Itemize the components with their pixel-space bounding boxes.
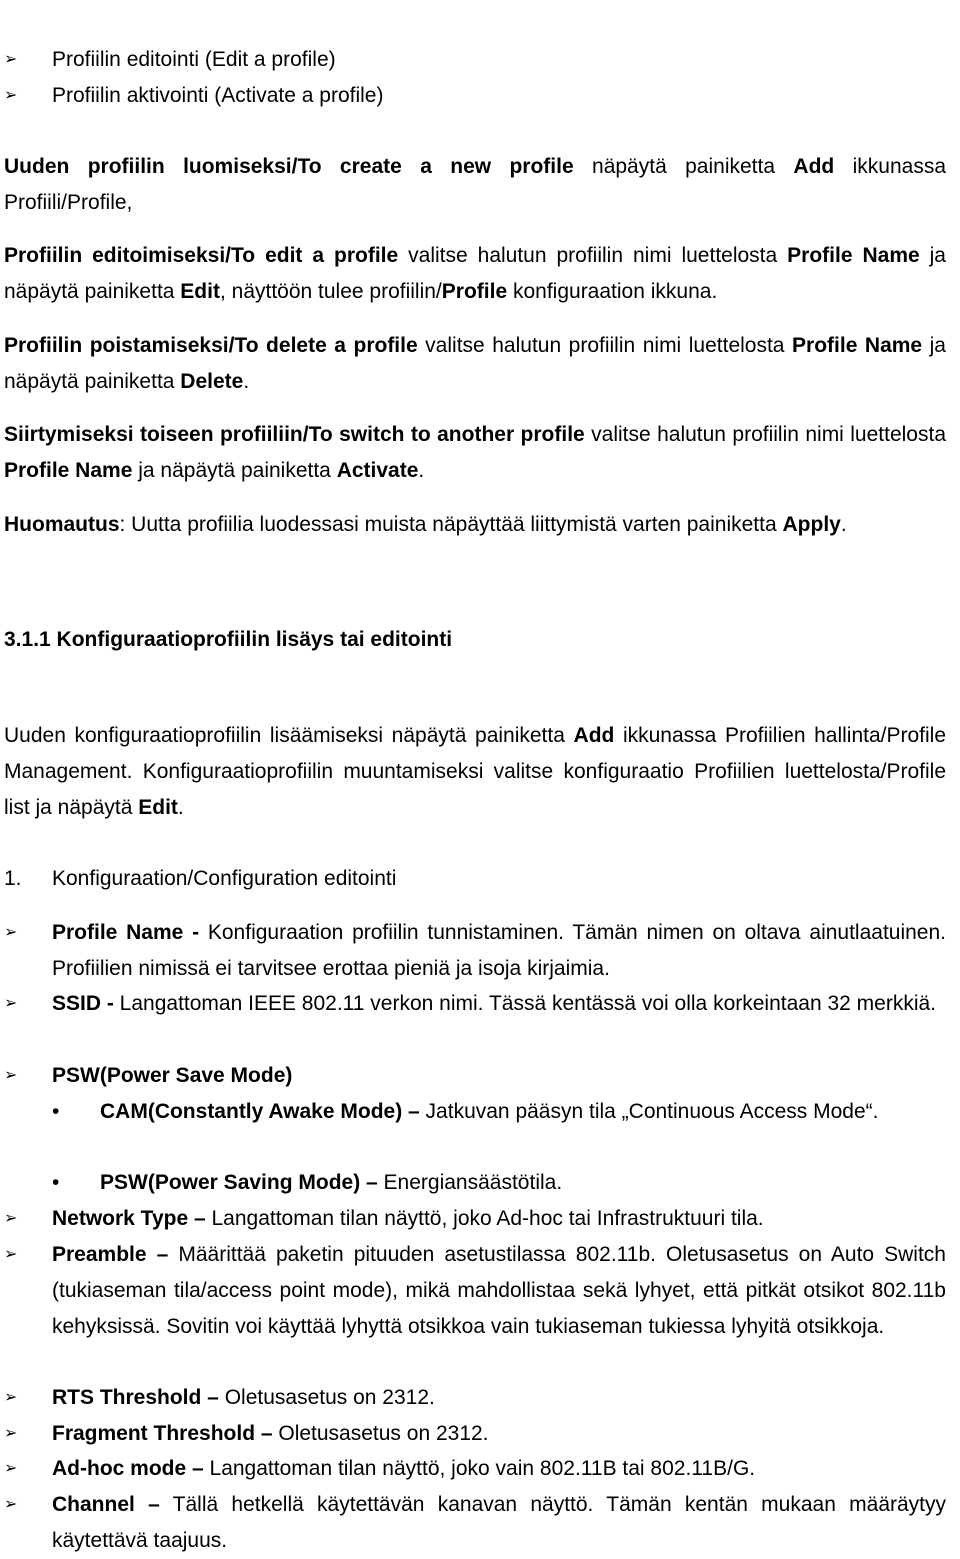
list-item-adhoc-mode: ➢ Ad-hoc mode – Langattoman tilan näyttö, joko vain 802.11B tai 802.11B/G. [4, 1451, 946, 1487]
arrow-bullet-icon: ➢ [4, 1460, 18, 1477]
arrow-bullet-icon: ➢ [4, 1425, 18, 1442]
sub-item-psw-saving: • PSW(Power Saving Mode) – Energiansäästötila. [52, 1165, 946, 1201]
arrow-bullet-icon: ➢ [4, 1210, 18, 1227]
dot-bullet-icon: • [52, 1100, 60, 1123]
list-item: ➢ Profiilin aktivointi (Activate a profile) [4, 78, 946, 114]
arrow-bullet-icon: ➢ [4, 1067, 18, 1084]
paragraph-note: Huomautus: Uutta profiilia luodessasi muista näpäyttää liittymistä varten painiketta Apply. [4, 513, 847, 536]
paragraph-config-profile: Uuden konfiguraatioprofiilin lisäämiseksi näpäytä painiketta Add ikkunassa Profiilien hallinta/Profile Management. Konfiguraatioprofiilin muuntamiseksi valitse konfiguraatio Profiilien luettelosta/Profile list ja näpäytä Edit. [4, 724, 947, 819]
arrow-bullet-icon: ➢ [4, 87, 18, 104]
arrow-bullet-icon: ➢ [4, 1389, 18, 1406]
list-item-ssid: ➢ SSID - Langattoman IEEE 802.11 verkon nimi. Tässä kentässä voi olla korkeintaan 32 merkkiä. [4, 986, 946, 1022]
list-item-psw: ➢ PSW(Power Save Mode) [4, 1058, 946, 1094]
arrow-bullet-icon: ➢ [4, 51, 18, 68]
list-item-network-type: ➢ Network Type – Langattoman tilan näyttö, joko Ad-hoc tai Infrastruktuuri tila. [4, 1201, 946, 1237]
sub-item-cam: • CAM(Constantly Awake Mode) – Jatkuvan pääsyn tila „Continuous Access Mode“. [52, 1094, 946, 1130]
arrow-bullet-icon: ➢ [4, 1246, 18, 1263]
list-item: ➢ Profiilin editointi (Edit a profile) [4, 42, 946, 78]
list-item-channel: ➢ Channel – Tällä hetkellä käytettävän kanavan näyttö. Tämän kentän mukaan määräytyy käytettävä taajuus. [4, 1487, 946, 1559]
paragraph-create-profile: Uuden profiilin luomiseksi/To create a new profile näpäytä painiketta Add ikkunassa Profiili/Profile, [4, 155, 946, 214]
section-heading: 3.1.1 Konfiguraatioprofiilin lisäys tai editointi [4, 628, 453, 651]
arrow-bullet-icon: ➢ [4, 1496, 18, 1513]
numbered-item: 1. Konfiguraation/Configuration editointi [4, 867, 397, 890]
arrow-bullet-icon: ➢ [4, 924, 18, 941]
paragraph-switch-profile: Siirtymiseksi toiseen profiiliin/To switch to another profile valitse halutun profiilin nimi luettelosta Profile Name ja näpäytä painiketta Activate. [4, 423, 946, 482]
arrow-bullet-icon: ➢ [4, 995, 18, 1012]
paragraph-delete-profile: Profiilin poistamiseksi/To delete a profile valitse halutun profiilin nimi luettelosta Profile Name ja näpäytä painiketta Delete. [4, 334, 946, 393]
dot-bullet-icon: • [52, 1171, 60, 1194]
list-item-fragment-threshold: ➢ Fragment Threshold – Oletusasetus on 2312. [4, 1416, 946, 1452]
list-item-profile-name: ➢ Profile Name - Konfiguraation profiilin tunnistaminen. Tämän nimen on oltava ainutlaatuinen. Profiilien nimissä ei tarvitsee erottaa pieniä ja isoja kirjaimia. [4, 915, 946, 987]
list-item-rts-threshold: ➢ RTS Threshold – Oletusasetus on 2312. [4, 1380, 946, 1416]
paragraph-edit-profile: Profiilin editoimiseksi/To edit a profile valitse halutun profiilin nimi luettelosta Profile Name ja näpäytä painiketta Edit, näyttöön tulee profiilin/Profile konfiguraation ikkuna. [4, 244, 946, 303]
list-item-preamble: ➢ Preamble – Määrittää paketin pituuden asetustilassa 802.11b. Oletusasetus on Auto Switch (tukiaseman tila/access point mode), mikä mahdollistaa sekä lyhyet, että pitkät otsikot 802.11b kehyksissä. Sovitin voi käyttää lyhyttä otsikkoa vain tukiaseman tukiessa lyhyitä otsikkoja. [4, 1237, 946, 1345]
